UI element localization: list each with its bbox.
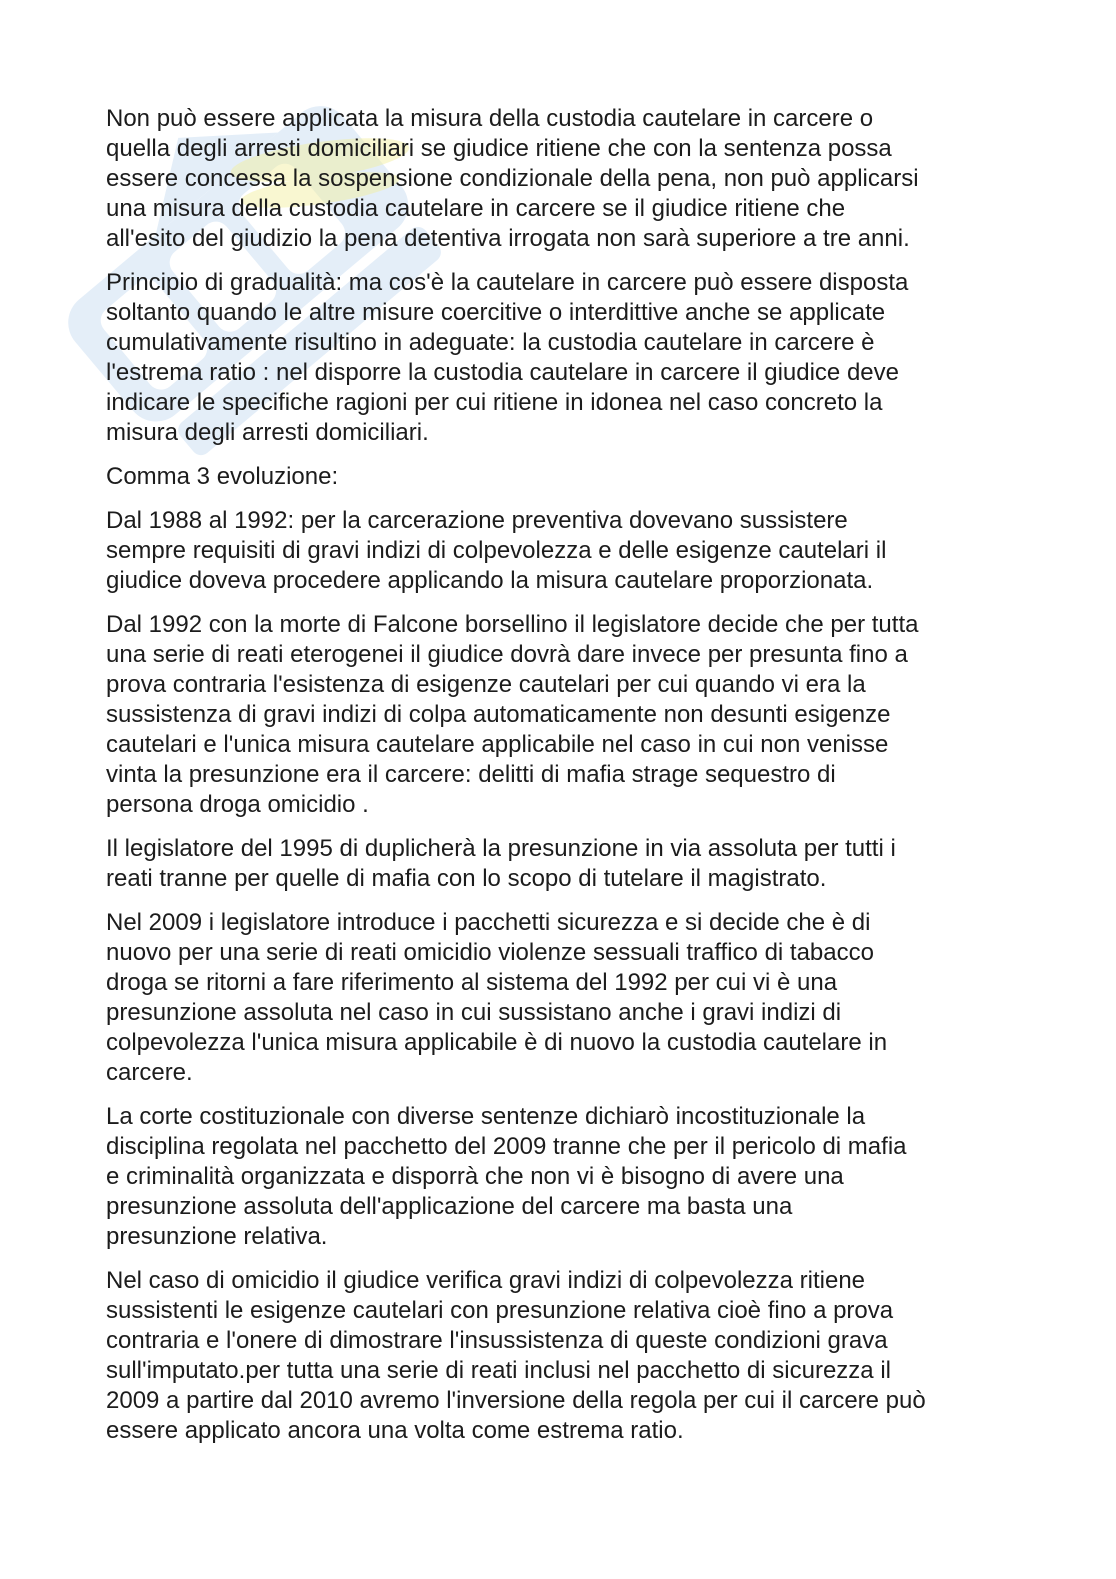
paragraph-caso-omicidio: Nel caso di omicidio il giudice verifica gravi indizi di colpevolezza ritiene sussistenti le esigenze cautelari con presunzione relativa cioè fino a prova contraria e l'onere di dimostrare l'insussistenza di queste condizioni grava sull'imputato.per tutta una serie di reati inclusi nel pacchetto di sicurezza il 2009 a partire dal 2010 avremo l'inversione della regola per cui il carcere può essere applicato ancora una volta come estrema ratio. xyxy=(106,1267,926,1444)
paragraph-principio-gradualita: Principio di gradualità: ma cos'è la cautelare in carcere può essere disposta soltanto quando le altre misure coercitive o interdittive anche se applicate cumulativamente risultino in adeguate: la custodia cautelare in carcere è l'estrema ratio : nel disporre la custodia cautelare in carcere il giudice deve indicare le specifiche ragioni per cui ritiene in idonea nel caso concreto la misura degli arresti domiciliari. xyxy=(106,269,909,446)
paragraph-1988-1992: Dal 1988 al 1992: per la carcerazione preventiva dovevano sussistere sempre requisiti di gravi indizi di colpevolezza e delle esigenze cautelari il giudice doveva procedere applicando la misura cautelare proporzionata. xyxy=(106,507,887,594)
paragraph-corte-costituzionale: La corte costituzionale con diverse sentenze dichiarò incostituzionale la disciplina regolata nel pacchetto del 2009 tranne che per il pericolo di mafia e criminalità organizzata e disporrà che non vi è bisogno di avere una presunzione assoluta dell'applicazione del carcere ma basta una presunzione relativa. xyxy=(106,1103,907,1250)
paragraph-legislatore-1995: Il legislatore del 1995 di duplicherà la presunzione in via assoluta per tutti i reati tranne per quelle di mafia con lo scopo di tutelare il magistrato. xyxy=(106,835,896,892)
paragraph-comma-3: Comma 3 evoluzione: xyxy=(106,463,339,490)
paragraph-misura-custodia: Non può essere applicata la misura della custodia cautelare in carcere o quella degli arresti domiciliari se giudice ritiene che con la sentenza possa essere concessa la sospensione condizionale della pena, non può applicarsi una misura della custodia cautelare in carcere se il giudice ritiene che all'esito del giudizio la pena detentiva irrogata non sarà superiore a tre anni. xyxy=(106,105,919,252)
paragraph-dal-1992: Dal 1992 con la morte di Falcone borsellino il legislatore decide che per tutta una serie di reati eterogenei il giudice dovrà dare invece per presunta fino a prova contraria l'esistenza di esigenze cautelari per cui quando vi era la sussistenza di gravi indizi di colpa automaticamente non desunti esigenze cautelari e l'unica misura cautelare applicabile nel caso in cui non venisse vinta la presunzione era il carcere: delitti di mafia strage sequestro di persona droga omicidio . xyxy=(106,611,919,818)
document-body xyxy=(106,104,1006,1460)
paragraph-nel-2009: Nel 2009 i legislatore introduce i pacchetti sicurezza e si decide che è di nuovo per una serie di reati omicidio violenze sessuali traffico di tabacco droga se ritorni a fare riferimento al sistema del 1992 per cui vi è una presunzione assoluta nel caso in cui sussistano anche i gravi indizi di colpevolezza l'unica misura applicabile è di nuovo la custodia cautelare in carcere. xyxy=(106,909,888,1086)
